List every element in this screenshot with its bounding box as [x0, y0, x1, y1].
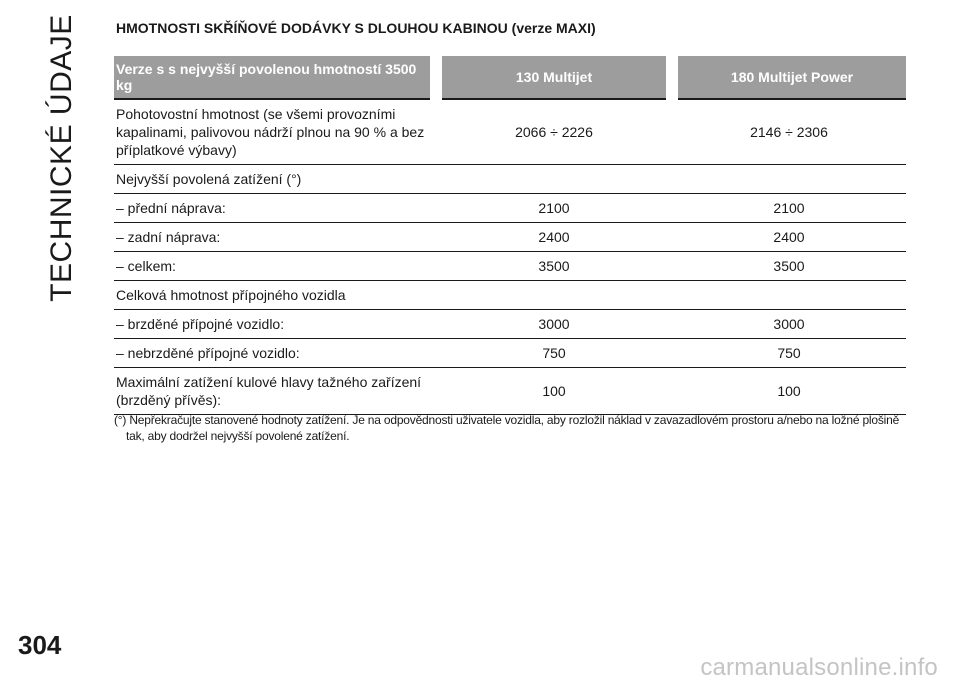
section-side-label [34, 14, 90, 302]
page-number: 304 [18, 630, 62, 660]
row-value-180: 3500 [672, 252, 906, 281]
section-side-label-text: TECHNICKÉ ÚDAJE [45, 14, 79, 302]
row-label: – brzděné přípojné vozidlo: [114, 310, 436, 339]
row-label: Pohotovostní hmotnost (se všemi provozními kapalinami, palivovou nádrží plnou na 90 % a bez příplatkové výbavy) [114, 99, 436, 165]
table-row [114, 339, 906, 368]
table-row [114, 194, 906, 223]
row-value-130: 2400 [436, 223, 672, 252]
header-engine-180: 180 Multijet Power [672, 56, 906, 99]
row-label: Celková hmotnost přípojného vozidla [114, 281, 436, 310]
row-value-180: 2100 [672, 194, 906, 223]
table-row [114, 99, 906, 165]
section-title: HMOTNOSTI SKŘÍŇOVÉ DODÁVKY S DLOUHOU KABINOU (verze MAXI) [116, 20, 596, 36]
table-row [114, 252, 906, 281]
row-value-130 [436, 165, 672, 194]
row-label: – přední náprava: [114, 194, 436, 223]
table-row [114, 281, 906, 310]
row-value-130: 2066 ÷ 2226 [436, 99, 672, 165]
row-value-130: 3000 [436, 310, 672, 339]
table-row [114, 223, 906, 252]
watermark: carmanualsonline.info [700, 654, 938, 681]
row-label: – celkem: [114, 252, 436, 281]
row-value-130 [436, 281, 672, 310]
row-value-130: 100 [436, 368, 672, 415]
table-row [114, 165, 906, 194]
table-row [114, 368, 906, 415]
row-label: Nejvyšší povolená zatížení (°) [114, 165, 436, 194]
row-label: Maximální zatížení kulové hlavy tažného zařízení (brzděný přívěs): [114, 368, 436, 415]
header-engine-130: 130 Multijet [436, 56, 672, 99]
footnote [114, 412, 906, 444]
row-value-180: 2400 [672, 223, 906, 252]
table-row [114, 310, 906, 339]
row-value-180: 2146 ÷ 2306 [672, 99, 906, 165]
header-version: Verze s s nejvyšší povolenou hmotností 3500 kg [114, 56, 436, 99]
row-value-130: 750 [436, 339, 672, 368]
row-value-180: 750 [672, 339, 906, 368]
row-value-130: 2100 [436, 194, 672, 223]
row-value-180 [672, 165, 906, 194]
table-header-row [114, 56, 906, 99]
row-value-180: 100 [672, 368, 906, 415]
weights-table [114, 56, 906, 415]
row-value-180 [672, 281, 906, 310]
footnote-text: (°) Nepřekračujte stanovené hodnoty zatížení. Je na odpovědnosti uživatele vozidla, aby rozložil náklad v zavazadlovém prostoru a/nebo na ložné plošině tak, aby dodržel nejvyšší povolené zatížení. [114, 413, 900, 443]
row-label: – zadní náprava: [114, 223, 436, 252]
row-value-130: 3500 [436, 252, 672, 281]
row-label: – nebrzděné přípojné vozidlo: [114, 339, 436, 368]
row-value-180: 3000 [672, 310, 906, 339]
